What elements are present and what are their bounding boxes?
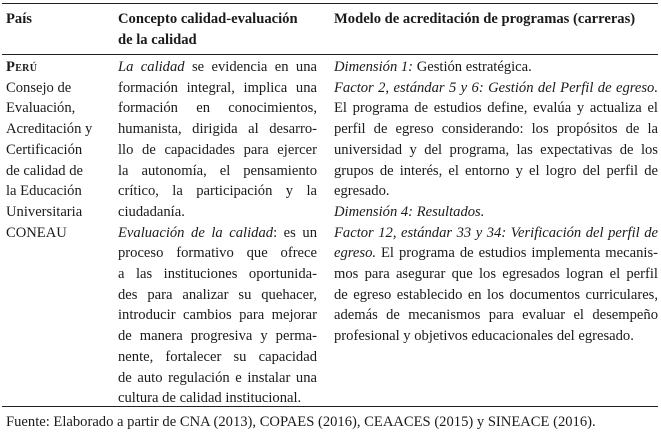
concept-evaluacion-line — [118, 223, 317, 244]
concept-calidad-line: crítico, la participación y la — [118, 183, 317, 200]
concept-evaluacion-line: cultura de calidad institucional. — [118, 390, 302, 407]
concept-calidad-line: formación en conocimientos, — [118, 100, 317, 117]
header-concepto-line1: Concepto calidad-evaluación — [118, 11, 298, 27]
factor-2-text-line: universidad y del programa, las expectativas de los — [334, 141, 658, 158]
calidad-term: La calidad — [118, 59, 185, 75]
factor-12-egreso: egreso. — [334, 245, 377, 262]
concept-evaluacion-line: introducir cambios para mejorar — [118, 307, 317, 324]
organism-line: Certificación — [6, 141, 83, 158]
dimension-1-value: Gestión estratégica. — [413, 59, 532, 75]
factor-2-text-line: El programa de estudios define, evalúa y actualiza el — [334, 100, 658, 117]
table-top-rule — [2, 3, 658, 4]
dimension-4: Dimensión 4: Resultados. — [334, 203, 485, 220]
header-concepto — [118, 9, 317, 50]
concept-evaluacion-line: a las instituciones oportunida- — [118, 266, 317, 283]
factor-12-text-line: mos para asegurar que los egresados logran el perfil — [334, 266, 658, 283]
cell-concept — [118, 57, 317, 409]
organism-line: Acreditación y — [6, 121, 93, 138]
factor-12-text: El programa de estudios implementa mecanis- — [376, 245, 658, 262]
source-footnote: Fuente: Elaborado a partir de CNA (2013), COPAES (2016), CEAACES (2015) y SINEACE (2016). — [6, 414, 596, 430]
dimension-1 — [334, 57, 658, 78]
cell-model — [334, 57, 658, 347]
evaluacion-text: : es un — [273, 224, 317, 241]
factor-12-text-line: profesional y objetivos educacionales del egresado. — [334, 328, 634, 345]
cell-country — [6, 57, 111, 243]
concept-calidad-line: formación integral, implica una — [118, 79, 317, 96]
organism-line: de calidad de — [6, 162, 83, 179]
factor-12-line — [334, 243, 658, 264]
header-concepto-line2: de la calidad — [118, 31, 197, 48]
table-bottom-rule — [2, 406, 658, 407]
factor-2-text-line: perfil de egreso considerando: los propósitos de la — [334, 121, 658, 138]
factor-12-text-line: además de mecanismos para evaluar el desempeño — [334, 307, 658, 324]
factor-2-text-line: grupos de interés, el entorno y el logro del perfil de — [334, 162, 658, 179]
concept-evaluacion-line: des para analizar su quehacer, — [118, 286, 317, 303]
evaluacion-term: Evaluación de la calidad — [118, 224, 274, 241]
organism-line: Universitaria — [6, 203, 83, 220]
concept-calidad-line: humanista, dirigida al desarro- — [118, 121, 317, 138]
factor-2-text-line: egresado. — [334, 183, 390, 200]
organism-line: Consejo de — [6, 79, 72, 96]
factor-12-text-line: de egreso establecido en los documentos curriculares, — [334, 286, 658, 303]
concept-evaluacion-line: proceso formativo que ofrece — [118, 245, 317, 262]
concept-calidad-line: la autonomía, el pensamiento — [118, 162, 317, 179]
header-modelo-label: Modelo de acreditación de programas (carreras) — [334, 11, 636, 27]
header-pais — [6, 9, 111, 30]
organism-line: Evaluación, — [6, 100, 76, 117]
concept-calidad-line: ciudadanía. — [118, 203, 185, 220]
country-name: Perú — [6, 59, 38, 75]
organism-line: la Educación — [6, 183, 82, 200]
organism-line: CONEAU — [6, 224, 67, 241]
concept-calidad-line: llo de capacidades para ejercer — [118, 141, 317, 158]
header-pais-label: País — [6, 11, 32, 27]
concept-evaluacion-line: nente, fortalecer su capacidad — [118, 348, 317, 365]
dimension-1-label: Dimensión 1: — [334, 59, 414, 75]
factor-12-heading: Factor 12, estándar 33 y 34: Verificación del perfil de — [334, 224, 658, 241]
concept-evaluacion-line: de auto regulación e instalar una — [118, 369, 317, 386]
factor-2-heading: Factor 2, estándar 5 y 6: Gestión del Perfil de egreso. — [334, 79, 658, 96]
calidad-text: se evidencia en una — [184, 59, 317, 75]
concept-calidad-line — [118, 57, 317, 78]
concept-evaluacion-line: de manera progresiva y perma- — [118, 328, 317, 345]
header-modelo — [334, 9, 658, 30]
table-header-rule — [2, 54, 658, 55]
